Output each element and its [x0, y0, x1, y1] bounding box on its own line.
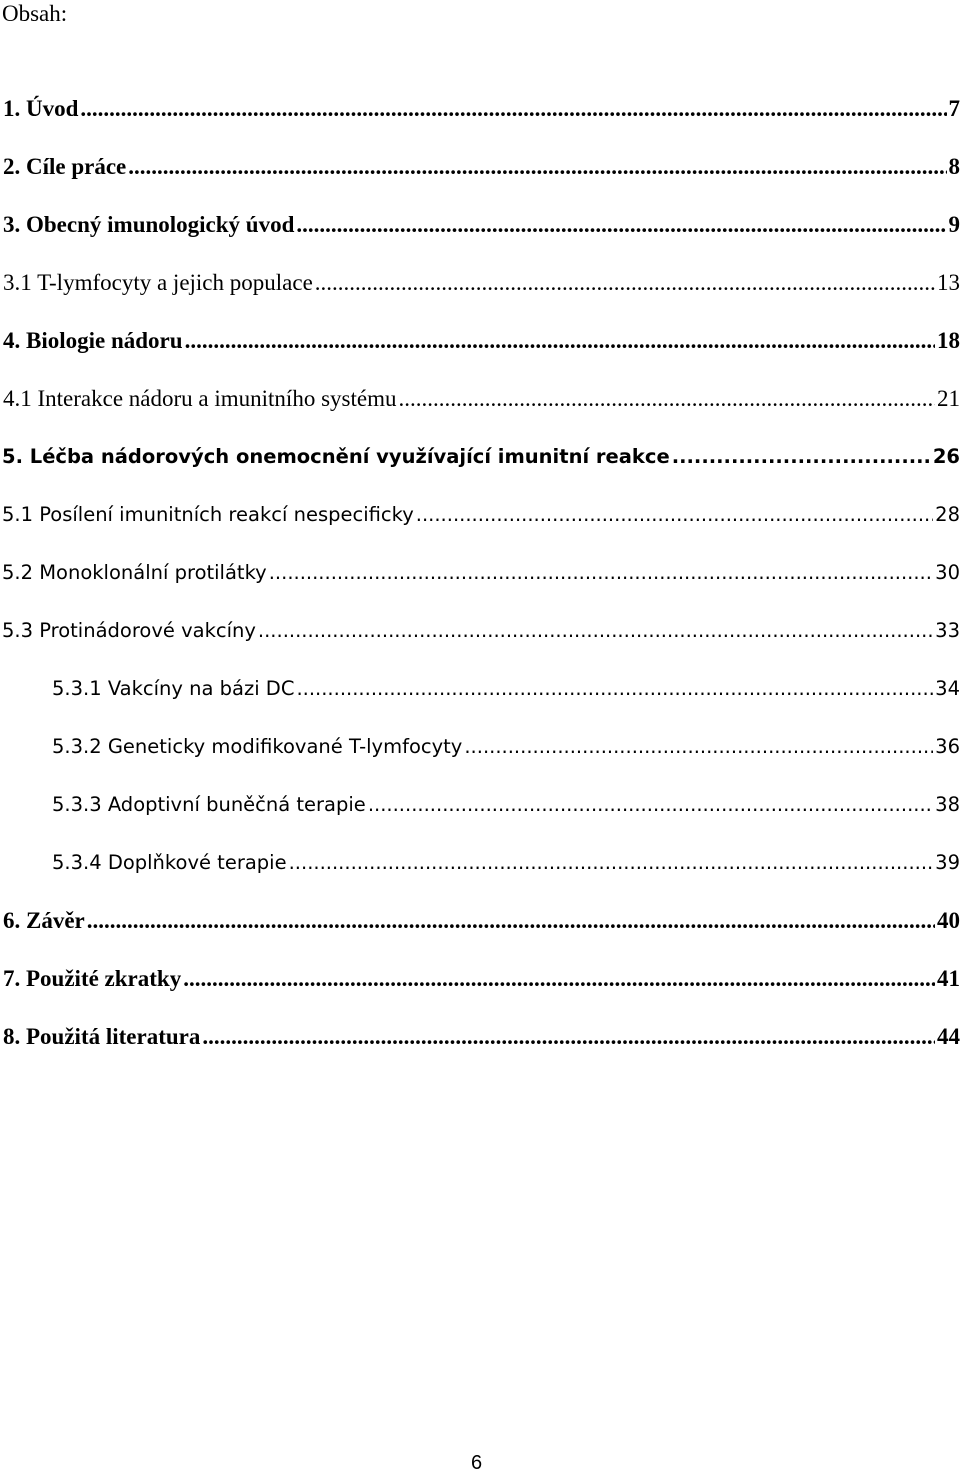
- toc-entry-page: 38: [935, 793, 960, 816]
- toc-entry-t-lymfocyty[interactable]: [3, 268, 960, 298]
- toc-entry-page: 41: [937, 966, 960, 991]
- toc-leader-dots: [289, 848, 934, 878]
- toc-entry-page: 18: [937, 328, 960, 353]
- toc-entry-protinadorove-vakciny[interactable]: [2, 616, 960, 646]
- toc-leader-dots: [464, 732, 933, 762]
- toc-entry-interakce-nadoru[interactable]: [3, 384, 960, 414]
- toc-entry-page: 39: [935, 851, 960, 874]
- toc-entry-page: 9: [948, 212, 960, 237]
- toc-leader-dots: [296, 210, 946, 240]
- toc-entry-posileni-imunitnich-reakci[interactable]: [2, 500, 960, 530]
- toc-entry-page: 8: [948, 154, 960, 179]
- toc-entry-title: 5.3 Protinádorové vakcíny: [2, 619, 256, 642]
- toc-leader-dots: [87, 906, 935, 936]
- toc-entry-zaver[interactable]: [3, 906, 960, 936]
- toc-leader-dots: [128, 152, 946, 182]
- toc-leader-dots: [80, 94, 946, 124]
- toc-entry-title: 3.1 T-lymfocyty a jejich populace: [3, 270, 313, 295]
- toc-leader-dots: [315, 268, 935, 298]
- toc-entry-title: 5.3.4 Doplňkové terapie: [52, 851, 287, 874]
- toc-leader-dots: [258, 616, 933, 646]
- toc-entry-title: 5.1 Posílení imunitních reakcí nespecificky: [2, 503, 414, 526]
- toc-entry-page: 13: [937, 270, 960, 295]
- toc-leader-dots: [672, 442, 931, 472]
- toc-entry-page: 44: [937, 1024, 960, 1049]
- toc-entry-title: 5.3.2 Geneticky modifikované T-lymfocyty: [52, 735, 463, 758]
- toc-entry-title: 5.3.3 Adoptivní buněčná terapie: [52, 793, 366, 816]
- toc-heading: Obsah:: [2, 1, 68, 26]
- toc-entry-title: 8. Použitá literatura: [3, 1024, 201, 1049]
- toc-entry-title: 4. Biologie nádoru: [3, 328, 183, 353]
- toc-entry-doplnkove-terapie[interactable]: [52, 848, 960, 878]
- page-number: 6: [471, 1452, 483, 1474]
- toc-entry-monoklonalni-protilatky[interactable]: [2, 558, 960, 588]
- toc-leader-dots: [296, 674, 933, 704]
- toc-entry-biologie-nadoru[interactable]: [3, 326, 960, 356]
- toc-entry-adoptivni-bunecna-terapie[interactable]: [52, 790, 960, 820]
- toc-entry-uvod[interactable]: [3, 94, 960, 124]
- toc-entry-title: 7. Použité zkratky: [3, 966, 182, 991]
- toc-entry-title: 2. Cíle práce: [3, 154, 127, 179]
- toc-entry-title: 3. Obecný imunologický úvod: [3, 212, 295, 237]
- toc-leader-dots: [183, 964, 935, 994]
- toc-entry-obecny-imunologicky-uvod[interactable]: [3, 210, 960, 240]
- toc-entry-page: 7: [948, 96, 960, 121]
- toc-entry-page: 33: [935, 619, 960, 642]
- toc-entry-title: 1. Úvod: [3, 96, 79, 121]
- toc-entry-title: 5.3.1 Vakcíny na bázi DC: [52, 677, 295, 700]
- toc-leader-dots: [269, 558, 933, 588]
- toc-entry-pouzita-literatura[interactable]: [3, 1022, 960, 1052]
- toc-entry-page: 28: [935, 503, 960, 526]
- toc-entry-title: 5. Léčba nádorových onemocnění využívající imunitní reakce: [2, 445, 670, 468]
- toc-entry-cile-prace[interactable]: [3, 152, 960, 182]
- toc-leader-dots: [368, 790, 933, 820]
- toc-entry-page: 34: [935, 677, 960, 700]
- toc-entry-geneticky-modifikovane-t-lymfocyty[interactable]: [52, 732, 960, 762]
- toc-entry-page: 36: [935, 735, 960, 758]
- toc-entry-title: 4.1 Interakce nádoru a imunitního systému: [3, 386, 397, 411]
- toc-entry-pouzite-zkratky[interactable]: [3, 964, 960, 994]
- toc-entry-vakciny-na-bazi-dc[interactable]: [52, 674, 960, 704]
- toc-leader-dots: [202, 1022, 935, 1052]
- toc-entry-title: 6. Závěr: [3, 908, 85, 933]
- toc-entry-page: 26: [932, 445, 960, 468]
- toc-entry-page: 21: [937, 386, 960, 411]
- toc-entry-page: 40: [937, 908, 960, 933]
- toc-entry-page: 30: [935, 561, 960, 584]
- toc-entry-title: 5.2 Monoklonální protilátky: [2, 561, 267, 584]
- toc-leader-dots: [398, 384, 935, 414]
- toc-entry-lecba-nadorovych-onemocneni[interactable]: [2, 442, 960, 472]
- toc-leader-dots: [416, 500, 933, 530]
- toc-leader-dots: [185, 326, 935, 356]
